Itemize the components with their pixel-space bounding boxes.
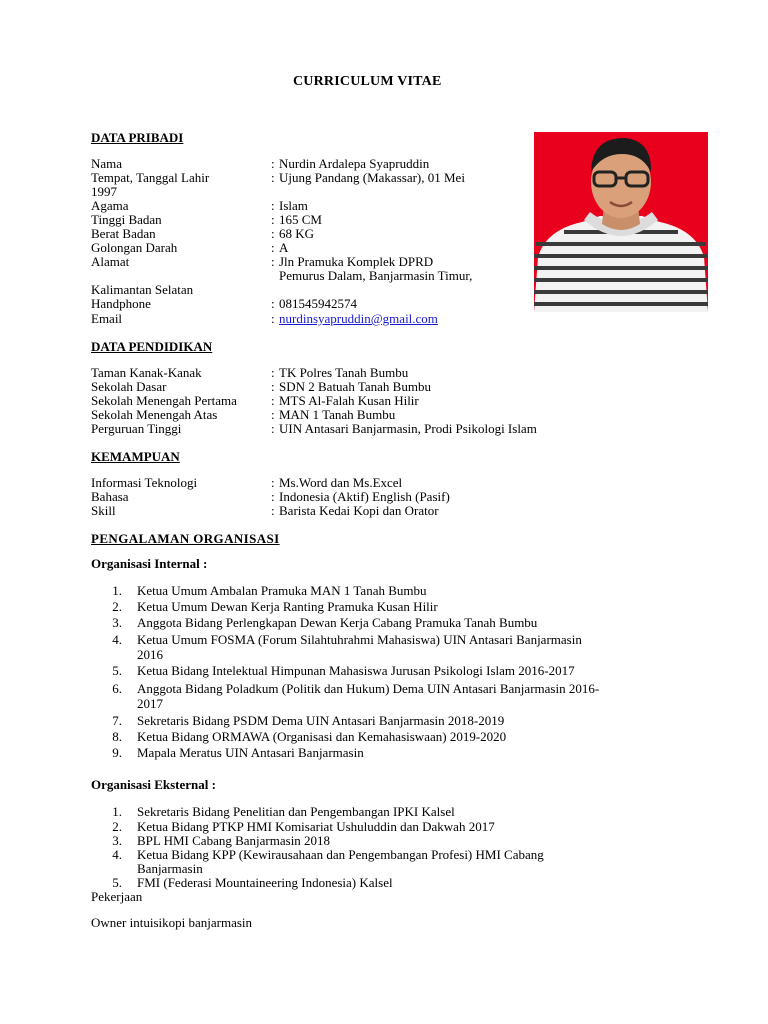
value-alamat: Jln Pramuka Komplek DPRD xyxy=(279,254,434,269)
value-ttl-year: 1997 xyxy=(91,184,117,199)
profile-photo-illustration xyxy=(534,132,708,312)
list-number: 2. xyxy=(112,599,122,614)
list-item-continuation: 2016 xyxy=(137,647,163,662)
email-link[interactable]: nurdinsyapruddin@gmail.com xyxy=(279,311,438,326)
value-skill: Barista Kedai Kopi dan Orator xyxy=(279,503,439,518)
list-item: Ketua Bidang ORMAWA (Organisasi dan Kemahasiswaan) 2019-2020 xyxy=(137,729,507,744)
list-number: 4. xyxy=(112,847,122,862)
cv-page: CURRICULUM VITAE DATA PRIBADI Nama : Nurdin Ardalepa Syapruddin Tempat, Tanggal Lahir : Ujung Pandang (Makassar), 01 Mei 1997 Agama : Islam Tinggi Badan : 165 CM Berat Badan : 68 KG Golongan Darah : A Alamat : Jln Pramuka Komplek DPRD Pemurus Dalam, Banjarmasin Timur, Kalimantan Selatan Handphone : 081545942574 Email : nurdinsyapruddin@gmail.com DATA PENDIDIKAN Taman Kanak-Kanak : TK Polres Tanah Bumbu Sekolah Dasar : SDN 2 Batuah Tanah Bumbu Sekolah Menengah Pertama : MTS Al-Falah Kusan Hilir Sekolah Menengah Atas : MAN 1 Tanah Bumbu Perguruan Tinggi : UIN Antasari Banjarmasin, Prodi Psikologi Islam KEMAMPUAN Informasi Teknologi : Ms.Word dan Ms.Excel Bahasa : Indonesia (Aktif) English (Pasif) Skill : Barista Kedai Kopi dan Orator PENGALAMAN ORGANISASI Organisasi Internal : 1. Ketua Umum Ambalan Pramuka MAN 1 Tanah Bumbu 2. Ketua Umum Dewan Kerja Ranting Pramuka Kusan Hilir 3. Anggota Bidang Perlengkapan Dewan Kerja Cabang Pramuka Tanah Bumbu 4. Ketua Umum FOSMA (Forum Silahtuhrahmi Mahasiswa) UIN Antasari Banjarmasin 2016 5. Ketua Bidang Intelektual Himpunan Mahasiswa Jurusan Psikologi Islam 2016-2017 6. Anggota Bidang Poladkum (Politik dan Hukum) Dema UIN Antasari Banjarmasin 2016- 2017 7. Sekretaris Bidang PSDM Dema UIN Antasari Banjarmasin 2018-2019 8. Ketua Bidang ORMAWA (Organisasi dan Kemahasiswaan) 2019-2020 9. Mapala Meratus UIN Antasari Banjarmasin Organisasi Eksternal : 1. Sekretaris Bidang Penelitian dan Pengembangan IPKI Kalsel 2. Ketua Bidang PTKP HMI Komisariat Ushuluddin dan Dakwah 2017 3. BPL HMI Cabang Banjarmasin 2018 4. Ketua Bidang KPP (Kewirausahaan dan Pengembangan Profesi) HMI Cabang Banjarmasin 5. FMI (Federasi Mountaineering Indonesia) Kalsel Pekerjaan Owner intuisikopi banjarmasin xyxy=(0,0,768,1024)
section-heading-organisasi: PENGALAMAN ORGANISASI xyxy=(91,531,280,546)
list-number: 3. xyxy=(112,833,122,848)
label-smp: Sekolah Menengah Pertama xyxy=(91,393,237,408)
value-pt: UIN Antasari Banjarmasin, Prodi Psikologi Islam xyxy=(279,421,537,436)
list-item: Ketua Bidang KPP (Kewirausahaan dan Pengembangan Profesi) HMI Cabang xyxy=(137,847,544,862)
list-number: 2. xyxy=(112,819,122,834)
page-title: CURRICULUM VITAE xyxy=(293,74,442,89)
label-bahasa: Bahasa xyxy=(91,489,129,504)
value-goldar: A xyxy=(279,240,289,255)
profile-photo xyxy=(534,132,708,312)
list-number: 1. xyxy=(112,583,122,598)
list-item: BPL HMI Cabang Banjarmasin 2018 xyxy=(137,833,331,848)
list-number: 5. xyxy=(112,875,122,890)
list-item: Anggota Bidang Perlengkapan Dewan Kerja Cabang Pramuka Tanah Bumbu xyxy=(137,615,538,630)
list-number: 8. xyxy=(112,729,122,744)
list-item: Sekretaris Bidang Penelitian dan Pengembangan IPKI Kalsel xyxy=(137,804,455,819)
value-bahasa: Indonesia (Aktif) English (Pasif) xyxy=(279,489,450,504)
list-item: Mapala Meratus UIN Antasari Banjarmasin xyxy=(137,745,364,760)
value-berat: 68 KG xyxy=(279,226,315,241)
pekerjaan-value: Owner intuisikopi banjarmasin xyxy=(91,915,253,930)
value-it: Ms.Word dan Ms.Excel xyxy=(279,475,403,490)
value-smp: MTS Al-Falah Kusan Hilir xyxy=(279,393,419,408)
value-alamat-line2: Pemurus Dalam, Banjarmasin Timur, xyxy=(279,268,473,283)
label-alamat: Alamat xyxy=(91,254,130,269)
list-item: Ketua Bidang PTKP HMI Komisariat Ushuluddin dan Dakwah 2017 xyxy=(137,819,495,834)
value-alamat-line3: Kalimantan Selatan xyxy=(91,282,194,297)
pekerjaan-label: Pekerjaan xyxy=(91,889,143,904)
label-sd: Sekolah Dasar xyxy=(91,379,167,394)
section-heading-pendidikan: DATA PENDIDIKAN xyxy=(91,339,213,354)
list-number: 7. xyxy=(112,713,122,728)
label-sma: Sekolah Menengah Atas xyxy=(91,407,218,422)
list-item-continuation: 2017 xyxy=(137,696,163,711)
label-ttl: Tempat, Tanggal Lahir xyxy=(91,170,210,185)
value-tinggi: 165 CM xyxy=(279,212,322,227)
list-item: Sekretaris Bidang PSDM Dema UIN Antasari Banjarmasin 2018-2019 xyxy=(137,713,505,728)
internal-title: Organisasi Internal : xyxy=(91,556,208,571)
label-agama: Agama xyxy=(91,198,129,213)
list-item: Ketua Umum Dewan Kerja Ranting Pramuka Kusan Hilir xyxy=(137,599,438,614)
value-agama: Islam xyxy=(279,198,308,213)
label-handphone: Handphone xyxy=(91,296,151,311)
section-heading-kemampuan: KEMAMPUAN xyxy=(91,449,180,464)
list-number: 9. xyxy=(112,745,122,760)
list-number: 3. xyxy=(112,615,122,630)
list-number: 6. xyxy=(112,681,122,696)
value-sma: MAN 1 Tanah Bumbu xyxy=(279,407,396,422)
label-email: Email xyxy=(91,311,123,326)
value-tk: TK Polres Tanah Bumbu xyxy=(279,365,409,380)
value-sd: SDN 2 Batuah Tanah Bumbu xyxy=(279,379,431,394)
label-skill: Skill xyxy=(91,503,116,518)
value-ttl: Ujung Pandang (Makassar), 01 Mei xyxy=(279,170,465,185)
label-goldar: Golongan Darah xyxy=(91,240,178,255)
list-item: Ketua Umum FOSMA (Forum Silahtuhrahmi Mahasiswa) UIN Antasari Banjarmasin xyxy=(137,632,582,647)
label-tinggi: Tinggi Badan xyxy=(91,212,162,227)
list-number: 4. xyxy=(112,632,122,647)
external-title: Organisasi Eksternal : xyxy=(91,777,216,792)
list-item-continuation: Banjarmasin xyxy=(137,861,203,876)
label-berat: Berat Badan xyxy=(91,226,156,241)
label-nama: Nama xyxy=(91,156,123,171)
list-number: 5. xyxy=(112,663,122,678)
list-item: Anggota Bidang Poladkum (Politik dan Hukum) Dema UIN Antasari Banjarmasin 2016- xyxy=(137,681,600,696)
list-item: FMI (Federasi Mountaineering Indonesia) Kalsel xyxy=(137,875,393,890)
list-item: Ketua Bidang Intelektual Himpunan Mahasiswa Jurusan Psikologi Islam 2016-2017 xyxy=(137,663,575,678)
list-number: 1. xyxy=(112,804,122,819)
list-item: Ketua Umum Ambalan Pramuka MAN 1 Tanah Bumbu xyxy=(137,583,427,598)
value-nama: Nurdin Ardalepa Syapruddin xyxy=(279,156,430,171)
label-it: Informasi Teknologi xyxy=(91,475,198,490)
label-tk: Taman Kanak-Kanak xyxy=(91,365,202,380)
value-handphone: 081545942574 xyxy=(279,296,357,311)
label-pt: Perguruan Tinggi xyxy=(91,421,182,436)
section-heading-pribadi: DATA PRIBADI xyxy=(91,130,184,145)
